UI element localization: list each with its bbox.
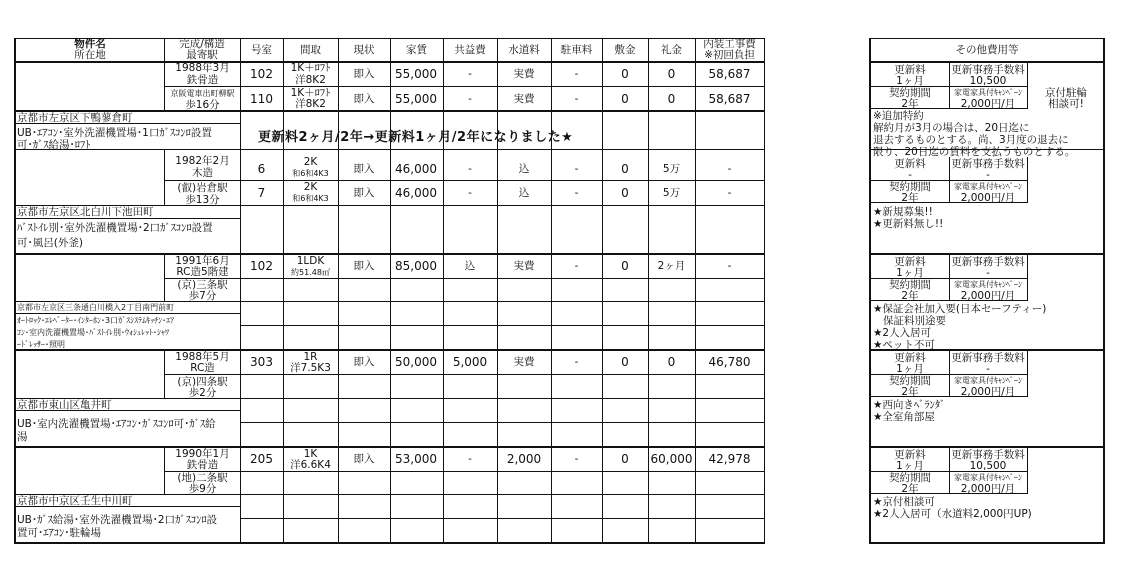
p5-walk: 歩9分 [188, 483, 217, 495]
p4r1-layout-detail: 洋7.5K3 [290, 362, 331, 374]
p4r1-common: 5,000 [452, 355, 488, 369]
p5r1-water: 2,000 [506, 452, 542, 466]
p1r1-water: 実費 [513, 68, 535, 80]
p3-ins-val: 2,000円/月 [960, 290, 1016, 302]
p2r1-status: 即入 [353, 163, 375, 175]
p3-address: 京都市左京区三条通白川橋入2丁目南門前町 [17, 303, 175, 312]
p2r1-no: 6 [257, 162, 266, 176]
p5r1-layout-detail: 洋6.6K4 [290, 459, 331, 471]
p1-extra-2: 相談可! [1048, 98, 1084, 110]
p1r2-layout: 1K＋ﾛﾌﾄ [290, 87, 331, 99]
p1-features-1: UB･ｴｱｺﾝ･室外洗濯機置場･1口ｶﾞｽｺﾝﾛ設置 [17, 127, 212, 139]
p1r1-deposit: 0 [621, 67, 629, 81]
p5-features-1: UB･ｶﾞｽ給湯･室外洗濯機置場･2口ｶﾞｽｺﾝﾛ設 [17, 514, 218, 526]
p2-term-label: 契約期間 [889, 181, 931, 193]
p5r1-key: 60,000 [650, 452, 693, 466]
p3r1-no: 102 [250, 259, 273, 273]
p5-note-0: ★京付相談可 [873, 496, 935, 508]
p4r1-key: 0 [667, 355, 676, 369]
p5-address: 京都市中京区壬生中川町 [17, 495, 133, 507]
p4-structure: RC造 [190, 362, 215, 374]
p5-term-label: 契約期間 [889, 472, 931, 484]
p2r1-key: 5万 [662, 163, 681, 175]
p3-note-2: ★2人入居可 [873, 327, 932, 339]
header-water: 水道料 [508, 44, 540, 56]
header-interior: 内装工事費 [703, 38, 756, 50]
header-location: 所在地 [74, 49, 106, 61]
p1r1-common: - [468, 68, 472, 80]
p3-features-1: ｵｰﾄﾛｯｸ･ｴﾚﾍﾞｰﾀｰ･ｲﾝﾀｰﾎﾝ･3口ｶﾞｽｼｽﾃﾑｷｯﾁﾝ･ｴｱ [17, 316, 175, 325]
p1-term-val: 2年 [901, 98, 919, 110]
p3-term-val: 2年 [901, 290, 919, 302]
header-built: 完成/構造 [179, 38, 225, 50]
p1r2-interior: 58,687 [708, 92, 751, 106]
p1-ins-val: 2,000円/月 [960, 98, 1016, 110]
p3-renew-val: 1ヶ月 [896, 267, 924, 279]
p2r2-key: 5万 [662, 187, 681, 199]
p4r1-parking: - [574, 356, 579, 368]
p2r1-layout: 2K [303, 156, 318, 168]
p1r2-no: 110 [250, 92, 273, 106]
p3r1-interior: - [727, 260, 732, 272]
p3r1-layout-detail: 約51.48㎡ [291, 268, 330, 277]
p3r1-layout: 1LDK [296, 255, 325, 267]
p3-note-3: ★ペット不可 [873, 339, 935, 351]
p1-fee-val: 10,500 [969, 75, 1007, 87]
p5-ins-val: 2,000円/月 [960, 483, 1016, 495]
p2-station: (叡)岩倉駅 [177, 182, 228, 194]
p1-structure: 鉄骨造 [186, 74, 219, 86]
p4-fee-label: 更新事務手数料 [951, 352, 1025, 364]
p3-built: 1991年6月 [175, 255, 230, 267]
p1r2-rent: 55,000 [395, 92, 437, 106]
p2r1-interior: - [727, 163, 732, 175]
p1r2-key: 0 [667, 92, 676, 106]
p1-built: 1988年3月 [175, 62, 230, 74]
p2r2-layout-detail: 和6和4K3 [292, 194, 329, 203]
p1-station: 京阪電車出町柳駅 [170, 89, 235, 98]
header-interior-note: ※初回負担 [704, 49, 755, 61]
p4-built: 1988年5月 [175, 351, 230, 363]
p3-note-0: ★保証会社加入要(日本セーフティー) [873, 303, 1047, 315]
header-parking: 駐車料 [560, 44, 593, 56]
p4r1-water: 実費 [513, 356, 535, 368]
p3r1-common: 込 [464, 260, 476, 272]
p4-ins-val: 2,000円/月 [960, 386, 1016, 398]
p5-renew-label: 更新料 [894, 449, 926, 461]
p2r2-common: - [468, 187, 472, 199]
p2r1-water: 込 [518, 163, 530, 175]
p2-renew-val: - [908, 169, 912, 181]
p1-extra-1: 京付駐輪 [1045, 87, 1087, 99]
p2-fee-val: - [986, 169, 990, 181]
p3r1-water: 実費 [513, 260, 535, 272]
p3-structure: RC造5階建 [176, 266, 229, 278]
p5-fee-val: 10,500 [969, 460, 1007, 472]
p3-fee-val: - [986, 267, 990, 279]
p5r1-deposit: 0 [621, 452, 629, 466]
header-deposit: 敷金 [614, 44, 636, 56]
p1r2-common: - [468, 93, 472, 105]
header-name: 物件名 [74, 38, 106, 50]
p1r1-key: 0 [667, 67, 676, 81]
p2-fee-label: 更新事務手数料 [951, 158, 1025, 170]
renewal-banner: 更新料2ヶ月/2年→更新料1ヶ月/2年になりました★ [258, 130, 574, 145]
p1r2-water: 実費 [513, 93, 535, 105]
p1-address: 京都市左京区下鴨蓼倉町 [17, 112, 133, 124]
p1-note-2: 退去するものとする。尚、3月度の退去に [873, 134, 1069, 146]
p2r2-no: 7 [257, 186, 266, 200]
p1-note-0: ※追加特約 [873, 110, 924, 122]
p5-note-1: ★2人入居可（水道料2,000円UP) [873, 508, 1032, 520]
p2r2-deposit: 0 [621, 186, 629, 200]
p1-ins-label: 家電家具付ｷｬﾝﾍﾟｰﾝ [954, 88, 1022, 97]
p4r1-status: 即入 [353, 356, 375, 368]
p2r2-status: 即入 [353, 187, 375, 199]
p4-address: 京都市東山区亀井町 [17, 399, 112, 411]
p4-renew-label: 更新料 [894, 352, 926, 364]
p5r1-rent: 53,000 [395, 452, 437, 466]
header-common: 共益費 [454, 44, 486, 56]
p2r1-layout-detail: 和6和4K3 [292, 169, 329, 178]
p2-features-2: 可･風呂(外釜) [17, 237, 83, 249]
p4-features-2: 湯 [17, 431, 28, 443]
p3-note-1: 保証料別途要 [883, 315, 946, 327]
p4r1-interior: 46,780 [708, 355, 751, 369]
p4-walk: 歩2分 [188, 387, 217, 399]
p4-station: (京)四条駅 [177, 376, 228, 388]
p5-built: 1990年1月 [175, 448, 230, 460]
p5r1-common: - [468, 453, 472, 465]
p5-ins-label: 家電家具付ｷｬﾝﾍﾟｰﾝ [954, 473, 1022, 482]
p2-address: 京都市左京区北白川下池田町 [17, 206, 154, 218]
p2r2-water: 込 [518, 187, 530, 199]
header-station: 最寄駅 [186, 49, 218, 61]
p1r1-status: 即入 [353, 68, 375, 80]
p4r1-no: 303 [250, 355, 273, 369]
p5-term-val: 2年 [901, 483, 919, 495]
p4-note-1: ★全室角部屋 [873, 411, 935, 423]
p2-note-0: ★新規募集!! [873, 206, 933, 218]
p5r1-no: 205 [250, 452, 273, 466]
p2-built: 1982年2月 [175, 155, 230, 167]
header-layout: 間取 [300, 44, 321, 56]
p4r1-deposit: 0 [621, 355, 629, 369]
p1r2-status: 即入 [353, 93, 375, 105]
p2-term-val: 2年 [901, 192, 919, 204]
p2-structure: 木造 [192, 167, 213, 179]
p2-renew-label: 更新料 [894, 158, 926, 170]
p3-ins-label: 家電家具付ｷｬﾝﾍﾟｰﾝ [954, 280, 1022, 289]
p2-note-1: ★更新料無し!! [873, 218, 944, 230]
p1-term-label: 契約期間 [889, 87, 931, 99]
p1-renew-label: 更新料 [894, 64, 926, 76]
p3r1-deposit: 0 [621, 259, 629, 273]
p3r1-rent: 85,000 [395, 259, 437, 273]
p5-renew-val: 1ヶ月 [896, 460, 924, 472]
p5-station: (地)二条駅 [177, 472, 228, 484]
header-status: 現状 [353, 44, 375, 56]
p3-features-2: ｺﾝ･室内洗濯機置場･ﾊﾞｽﾄｲﾚ別･ｳｫｼｭﾚｯﾄ･ｼｬﾜ [17, 328, 169, 337]
header-key: 礼金 [661, 44, 682, 56]
p5r1-layout: 1K [303, 448, 318, 460]
p1r1-parking: - [574, 68, 579, 80]
p2-walk: 歩13分 [185, 194, 220, 206]
p5-features-2: 置可･ｴｱｺﾝ･駐輪場 [17, 527, 101, 539]
p4-ins-label: 家電家具付ｷｬﾝﾍﾟｰﾝ [954, 376, 1022, 385]
p3r1-status: 即入 [353, 260, 375, 272]
p3-fee-label: 更新事務手数料 [951, 256, 1025, 268]
p2r2-rent: 46,000 [395, 186, 437, 200]
p5-structure: 鉄骨造 [186, 459, 219, 471]
p2r1-rent: 46,000 [395, 162, 437, 176]
p3r1-key: 2ヶ月 [657, 260, 686, 272]
p1r1-interior: 58,687 [708, 67, 751, 81]
p5r1-status: 即入 [353, 453, 375, 465]
p1-features-2: 可･ｶﾞｽ給湯･ﾛﾌﾄ [17, 139, 91, 151]
p3-features-3: ｰﾄﾞﾚｯｻｰ･照明 [17, 340, 65, 349]
header-room: 号室 [251, 44, 272, 56]
p4r1-rent: 50,000 [395, 355, 437, 369]
p4-renew-val: 1ヶ月 [896, 363, 924, 375]
p4-term-label: 契約期間 [889, 375, 931, 387]
p1r2-deposit: 0 [621, 92, 629, 106]
p4r1-layout: 1R [303, 351, 318, 363]
p1r1-rent: 55,000 [395, 67, 437, 81]
p1-note-1: 解約月が3月の場合は、20日迄に [873, 122, 1030, 134]
p3-station: (京)三条駅 [177, 279, 228, 291]
p2-features-1: ﾊﾞｽﾄｲﾚ別･室外洗濯機置場･2口ｶﾞｽｺﾝﾛ設置 [17, 222, 213, 234]
p3r1-parking: - [574, 260, 579, 272]
p3-walk: 歩7分 [188, 290, 217, 302]
p4-term-val: 2年 [901, 386, 919, 398]
header-rent: 家賃 [406, 44, 427, 56]
p3-term-label: 契約期間 [889, 279, 931, 291]
p2r1-common: - [468, 163, 472, 175]
p1-renew-val: 1ヶ月 [896, 75, 924, 87]
p4-fee-val: - [986, 363, 990, 375]
p1-fee-label: 更新事務手数料 [951, 64, 1025, 76]
p4-features-1: UB･室内洗濯機置場･ｴｱｺﾝ･ｶﾞｽｺﾝﾛ可･ｶﾞｽ給 [17, 418, 216, 430]
p2r1-deposit: 0 [621, 162, 629, 176]
p1r1-layout-detail: 洋8K2 [295, 74, 326, 86]
p2r2-layout: 2K [303, 181, 318, 193]
p2-ins-label: 家電家具付ｷｬﾝﾍﾟｰﾝ [954, 182, 1022, 191]
p4-note-0: ★西向きﾍﾞﾗﾝﾀﾞ [873, 399, 946, 411]
p5-fee-label: 更新事務手数料 [951, 449, 1025, 461]
header-other: その他費用等 [955, 44, 1019, 56]
p5r1-parking: - [574, 453, 579, 465]
p1r1-layout: 1K＋ﾛﾌﾄ [290, 62, 331, 74]
p2-ins-val: 2,000円/月 [960, 192, 1016, 204]
p2r2-parking: - [574, 187, 579, 199]
p1-walk: 歩16分 [185, 99, 220, 111]
p1-note-3: 限り、20日迄の賃料を支払うものとする。 [873, 146, 1076, 158]
p5r1-interior: 42,978 [708, 452, 751, 466]
p1r2-layout-detail: 洋8K2 [295, 98, 326, 110]
p2r2-interior: - [727, 187, 732, 199]
p1r1-no: 102 [250, 67, 273, 81]
p2r1-parking: - [574, 163, 579, 175]
p1r2-parking: - [574, 93, 579, 105]
p3-renew-label: 更新料 [894, 256, 926, 268]
